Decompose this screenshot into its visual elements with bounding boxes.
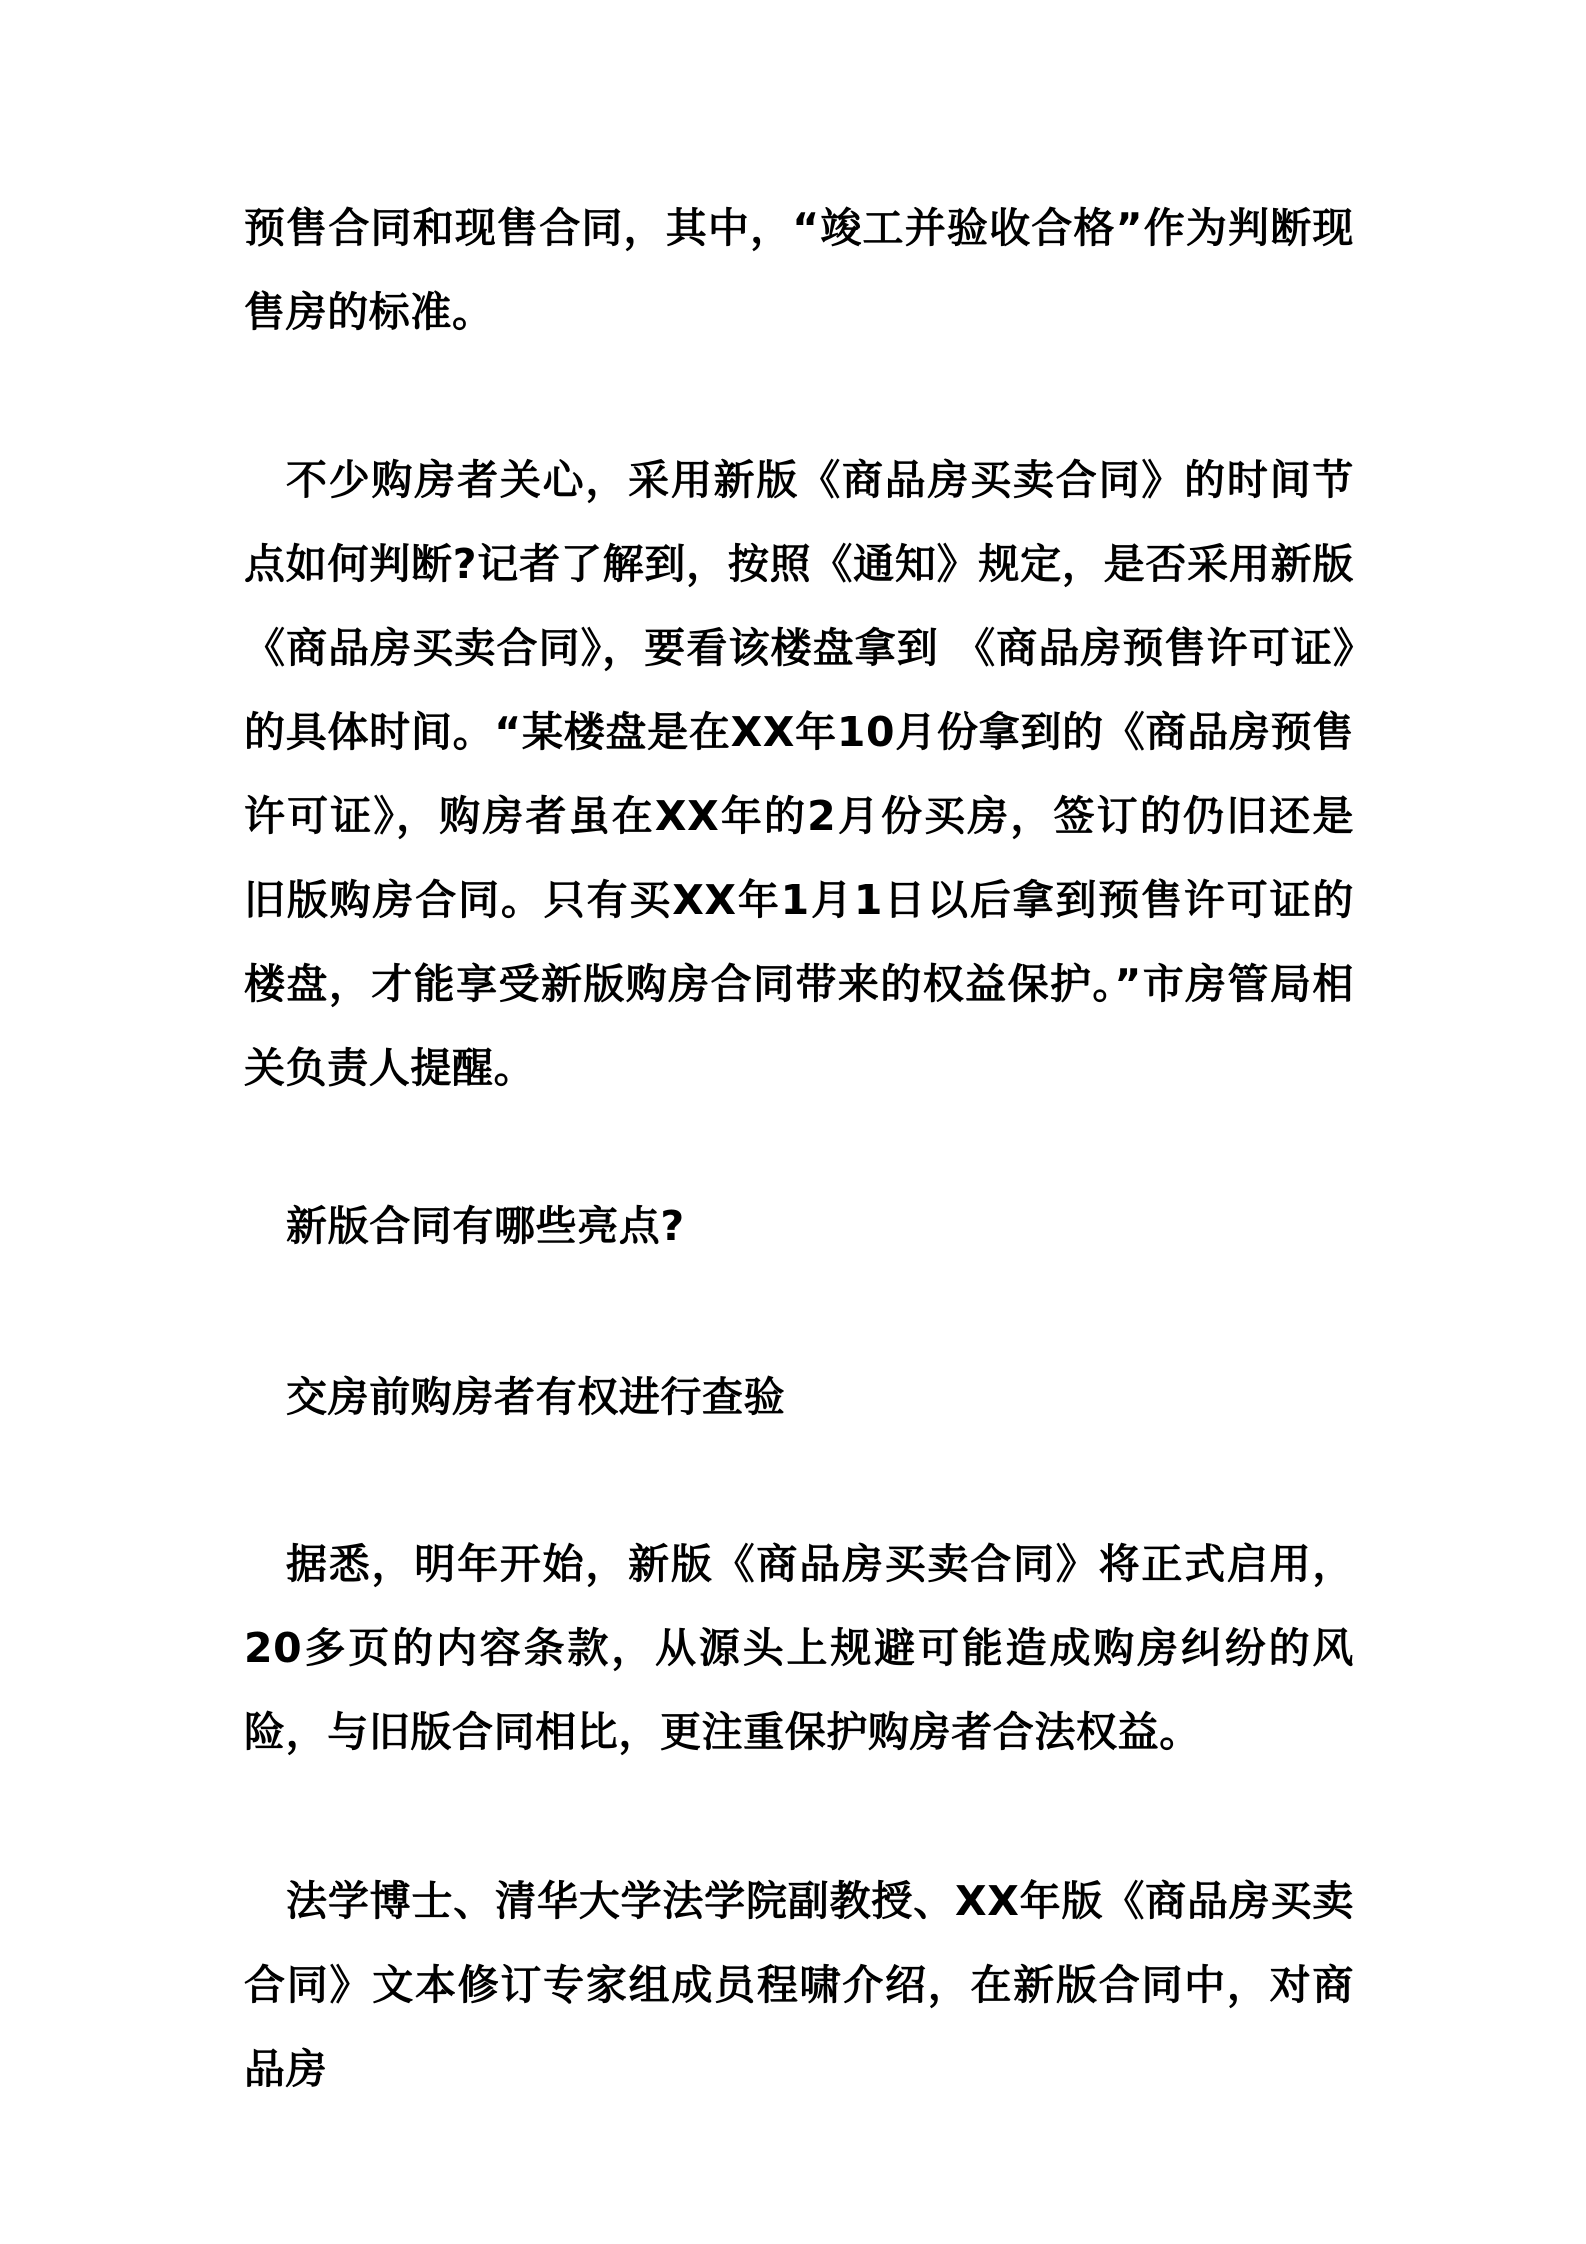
- paragraph-continuation: 预售合同和现售合同，其中，“竣工并验收合格”作为判断现售房的标准。: [244, 204, 1354, 336]
- paragraph-expert-introduction: 法学博士、清华大学法学院副教授、XX年版《商品房买卖合同》文本修订专家组成员程啸介绍，在新版合同中，对商品房: [244, 1877, 1354, 2093]
- paragraph-contract-timing: 不少购房者关心，采用新版《商品房买卖合同》的时间节点如何判断?记者了解到，按照《通知》规定，是否采用新版《商品房买卖合同》，要看该楼盘拿到 《商品房预售许可证》的具体时间。“某楼盘是在XX年10月份拿到的《商品房预售许可证》，购房者虽在XX年的2月份买房，签订的仍旧还是旧版购房合同。只有买XX年1月1日以后拿到预售许可证的楼盘，才能享受新版购房合同带来的权益保护。”市房管局相关负责人提醒。: [244, 456, 1354, 1092]
- paragraph-new-contract-launch: 据悉，明年开始，新版《商品房买卖合同》将正式启用，20多页的内容条款，从源头上规避可能造成购房纠纷的风险，与旧版合同相比，更注重保护购房者合法权益。: [244, 1540, 1354, 1756]
- subheading-inspection-right: 交房前购房者有权进行查验: [286, 1373, 786, 1421]
- section-heading-highlights: 新版合同有哪些亮点?: [286, 1202, 685, 1250]
